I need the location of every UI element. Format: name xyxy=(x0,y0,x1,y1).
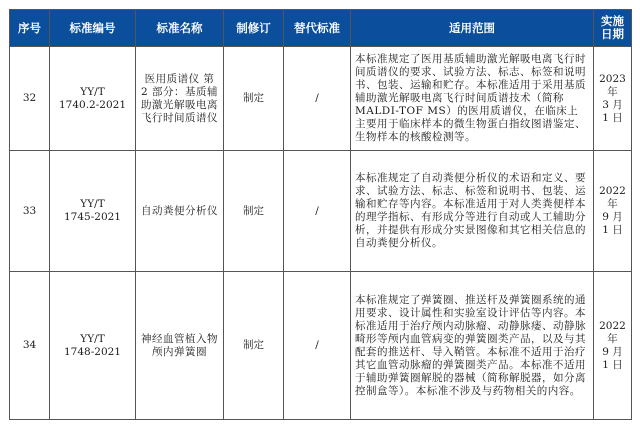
cell-scope: 本标准规定了弹簧圈、推送杆及弹簧圈系统的通用要求、设计属性和实验室设计评估等内容。本标准适用于治疗颅内动脉瘤、动静脉瘘、动静脉畸形等颅内血管病变的弹簧圈类产品，以及与其配套的推送杆、导入鞘管。本标准不适用于治疗其它血管动脉瘤的弹簧圈类产品。本标准不适用于辅助弹簧圈解脱的器械（简称解脱器，如分离控制盒等）。本标准不涉及与药物相关的内容。 xyxy=(351,272,594,420)
header-revision: 制修订 xyxy=(224,10,284,47)
header-row xyxy=(10,10,632,47)
table-row xyxy=(10,47,632,151)
cell-code xyxy=(50,272,136,420)
cell-date-line1: 2023 年 xyxy=(599,72,626,98)
cell-date-line2: 9 月 1 日 xyxy=(602,345,623,371)
header-scope: 适用范围 xyxy=(351,10,594,47)
cell-replace: / xyxy=(284,272,351,420)
cell-code-line1: YY/T xyxy=(80,85,105,98)
cell-code xyxy=(50,47,136,151)
cell-date xyxy=(594,151,632,272)
cell-name: 自动粪便分析仪 xyxy=(136,151,224,272)
header-date xyxy=(594,10,632,47)
cell-date-line2: 3 月 1 日 xyxy=(602,98,623,124)
header-name: 标准名称 xyxy=(136,10,224,47)
cell-code xyxy=(50,151,136,272)
cell-replace: / xyxy=(284,151,351,272)
cell-revision: 制定 xyxy=(224,151,284,272)
cell-code-line1: YY/T xyxy=(80,198,105,210)
cell-name: 神经血管植入物 颅内弹簧圈 xyxy=(136,272,224,420)
cell-date-line2: 9 月 1 日 xyxy=(602,211,623,236)
cell-revision: 制定 xyxy=(224,47,284,151)
header-replace: 替代标准 xyxy=(284,10,351,47)
table-row xyxy=(10,151,632,272)
cell-code-line2: 1745-2021 xyxy=(64,211,121,223)
cell-date-line1: 2022 年 xyxy=(599,319,626,345)
cell-name: 医用质谱仪 第 2 部分：基质辅助激光解吸电离飞行时间质谱仪 xyxy=(136,47,224,151)
cell-scope: 本标准规定了自动粪便分析仪的术语和定义、要求、试验方法、标志、标签和说明书、包装、运输和贮存等内容。本标准适用于对人类粪便样本的理学指标、有形成分等进行自动或人工辅助分析，并提供有形成分实景图像和其它相关信息的自动粪便分析仪。 xyxy=(351,151,594,272)
table-row xyxy=(10,272,632,420)
cell-no: 32 xyxy=(10,47,50,151)
header-date-line1: 实施 xyxy=(601,14,624,28)
header-date-line2: 日期 xyxy=(601,27,624,41)
cell-revision: 制定 xyxy=(224,272,284,420)
standards-table xyxy=(9,9,632,420)
cell-replace: / xyxy=(284,47,351,151)
cell-code-line1: YY/T xyxy=(80,332,105,345)
cell-date xyxy=(594,47,632,151)
cell-code-line2: 1748-2021 xyxy=(64,345,121,358)
cell-no: 33 xyxy=(10,151,50,272)
cell-code-line2: 1740.2-2021 xyxy=(58,98,126,111)
header-no: 序号 xyxy=(10,10,50,47)
cell-no: 34 xyxy=(10,272,50,420)
header-code: 标准编号 xyxy=(50,10,136,47)
cell-date xyxy=(594,272,632,420)
cell-date-line1: 2022 年 xyxy=(599,185,626,210)
cell-scope: 本标准规定了医用基质辅助激光解吸电离飞行时间质谱仪的要求、试验方法、标志、标签和说明书、包装、运输和贮存。本标准适用于采用基质辅助激光解吸电离飞行时间质谱技术（简称 MALDI-TOF MS）的医用质谱仪，在临床上主要用于临床样本的微生物蛋白指纹图谱鉴定、生物样本的核酸检测等。 xyxy=(351,47,594,151)
